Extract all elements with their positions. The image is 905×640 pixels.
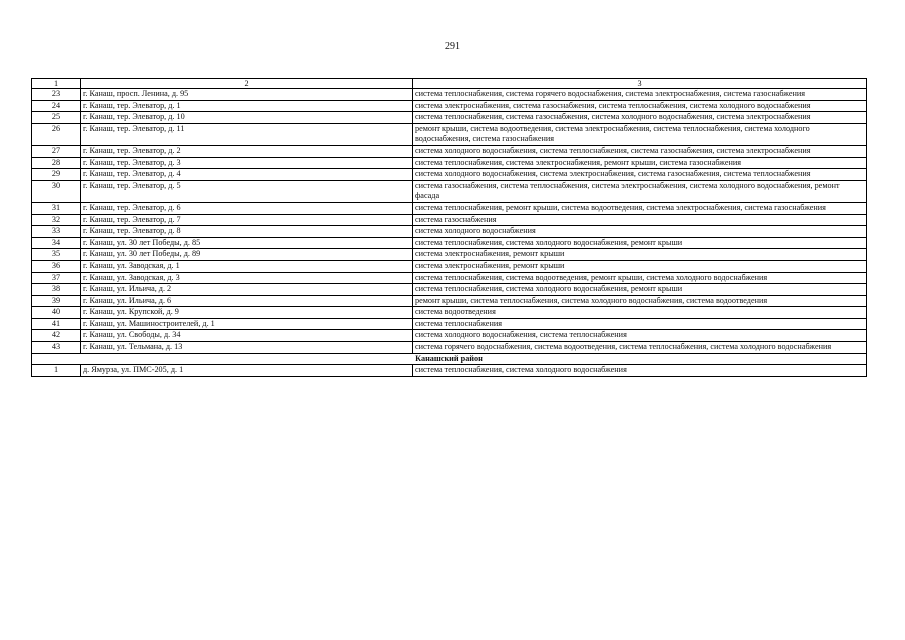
row-address: г. Канаш, тер. Элеватор, д. 1	[81, 100, 413, 112]
row-address: г. Канаш, тер. Элеватор, д. 7	[81, 214, 413, 226]
table-row	[32, 249, 867, 261]
table-row	[32, 180, 867, 202]
table-body-before	[32, 79, 867, 354]
row-address: г. Канаш, ул. Машиностроителей, д. 1	[81, 318, 413, 330]
row-works: система газоснабжения, система теплоснабжения, система электроснабжения, система холодного водоснабжения, ремонт фасада	[413, 180, 867, 202]
row-number: 41	[32, 318, 81, 330]
table-row	[32, 112, 867, 124]
row-works: система холодного водоснабжения	[413, 226, 867, 238]
row-number: 32	[32, 214, 81, 226]
row-works: система электроснабжения, ремонт крыши	[413, 249, 867, 261]
table-row	[32, 307, 867, 319]
row-number: 40	[32, 307, 81, 319]
row-number: 36	[32, 260, 81, 272]
row-number: 35	[32, 249, 81, 261]
table-row	[32, 318, 867, 330]
row-works: система холодного водоснабжения, система теплоснабжения	[413, 330, 867, 342]
table-row	[32, 226, 867, 238]
row-number: 34	[32, 237, 81, 249]
row-number: 29	[32, 169, 81, 181]
row-works: ремонт крыши, система теплоснабжения, система холодного водоснабжения, система водоотведения	[413, 295, 867, 307]
row-number: 38	[32, 284, 81, 296]
row-number: 33	[32, 226, 81, 238]
row-works: система теплоснабжения, система холодного водоснабжения, ремонт крыши	[413, 284, 867, 296]
row-number: 31	[32, 202, 81, 214]
row-address: г. Канаш, ул. Крупской, д. 9	[81, 307, 413, 319]
row-address: г. Канаш, ул. Свободы, д. 34	[81, 330, 413, 342]
row-address: г. Канаш, тер. Элеватор, д. 4	[81, 169, 413, 181]
table-row	[32, 330, 867, 342]
row-works: система холодного водоснабжения, система теплоснабжения, система газоснабжения, система электроснабжения	[413, 145, 867, 157]
section-row	[32, 353, 867, 365]
row-works: система теплоснабжения, ремонт крыши, система водоотведения, система электроснабжения, система газоснабжения	[413, 202, 867, 214]
row-works: система теплоснабжения, система холодного водоснабжения	[413, 365, 867, 377]
column-number-3: 3	[413, 79, 867, 89]
table-row	[32, 145, 867, 157]
table-row	[32, 284, 867, 296]
row-number: 37	[32, 272, 81, 284]
table-row	[32, 342, 867, 354]
page-number: 291	[445, 41, 460, 52]
row-number: 42	[32, 330, 81, 342]
row-number: 26	[32, 123, 81, 145]
row-works: система электроснабжения, система газоснабжения, система теплоснабжения, система холодного водоснабжения	[413, 100, 867, 112]
table-row	[32, 100, 867, 112]
row-works: система газоснабжения	[413, 214, 867, 226]
row-works: система теплоснабжения, система горячего водоснабжения, система электроснабжения, система газоснабжения	[413, 89, 867, 101]
row-address: г. Канаш, ул. 30 лет Победы, д. 85	[81, 237, 413, 249]
row-works: система электроснабжения, ремонт крыши	[413, 260, 867, 272]
row-works: система теплоснабжения, система холодного водоснабжения, ремонт крыши	[413, 237, 867, 249]
table-row	[32, 214, 867, 226]
row-address: г. Канаш, ул. Заводская, д. 1	[81, 260, 413, 272]
row-address: г. Канаш, ул. Ильича, д. 6	[81, 295, 413, 307]
table-row	[32, 295, 867, 307]
row-address: г. Канаш, ул. Ильича, д. 2	[81, 284, 413, 296]
housing-repair-table	[31, 78, 867, 377]
table-row	[32, 260, 867, 272]
row-number: 30	[32, 180, 81, 202]
row-address: д. Ямурза, ул. ПМС-205, д. 1	[81, 365, 413, 377]
row-address: г. Канаш, тер. Элеватор, д. 8	[81, 226, 413, 238]
section-header-body	[32, 353, 867, 365]
column-number-1: 1	[32, 79, 81, 89]
row-number: 27	[32, 145, 81, 157]
table-row	[32, 169, 867, 181]
table-row	[32, 365, 867, 377]
row-works: система теплоснабжения, система электроснабжения, ремонт крыши, система газоснабжения	[413, 157, 867, 169]
row-works: система горячего водоснабжения, система водоотведения, система теплоснабжения, система холодного водоснабжения	[413, 342, 867, 354]
row-address: г. Канаш, тер. Элеватор, д. 2	[81, 145, 413, 157]
table-body-after	[32, 365, 867, 377]
row-works: система водоотведения	[413, 307, 867, 319]
row-address: г. Канаш, просп. Ленина, д. 95	[81, 89, 413, 101]
row-address: г. Канаш, тер. Элеватор, д. 10	[81, 112, 413, 124]
row-works: система теплоснабжения	[413, 318, 867, 330]
row-number: 25	[32, 112, 81, 124]
row-works: система холодного водоснабжения, система электроснабжения, система газоснабжения, система теплоснабжения	[413, 169, 867, 181]
row-address: г. Канаш, ул. Тельмана, д. 13	[81, 342, 413, 354]
row-address: г. Канаш, ул. 30 лет Победы, д. 89	[81, 249, 413, 261]
row-address: г. Канаш, тер. Элеватор, д. 11	[81, 123, 413, 145]
row-works: ремонт крыши, система водоотведения, система электроснабжения, система теплоснабжения, система холодного водоснабжения, система газоснабжения	[413, 123, 867, 145]
column-number-row	[32, 79, 867, 89]
row-number: 23	[32, 89, 81, 101]
row-works: система теплоснабжения, система водоотведения, ремонт крыши, система холодного водоснабжения	[413, 272, 867, 284]
row-address: г. Канаш, тер. Элеватор, д. 6	[81, 202, 413, 214]
table-row	[32, 89, 867, 101]
table-row	[32, 157, 867, 169]
row-number: 28	[32, 157, 81, 169]
row-address: г. Канаш, ул. Заводская, д. 3	[81, 272, 413, 284]
table-row	[32, 123, 867, 145]
row-number: 24	[32, 100, 81, 112]
section-title: Канашский район	[32, 353, 867, 365]
row-number: 1	[32, 365, 81, 377]
row-number: 39	[32, 295, 81, 307]
table-row	[32, 272, 867, 284]
column-number-2: 2	[81, 79, 413, 89]
table-row	[32, 237, 867, 249]
row-works: система теплоснабжения, система газоснабжения, система холодного водоснабжения, система электроснабжения	[413, 112, 867, 124]
table-row	[32, 202, 867, 214]
row-address: г. Канаш, тер. Элеватор, д. 5	[81, 180, 413, 202]
row-number: 43	[32, 342, 81, 354]
row-address: г. Канаш, тер. Элеватор, д. 3	[81, 157, 413, 169]
